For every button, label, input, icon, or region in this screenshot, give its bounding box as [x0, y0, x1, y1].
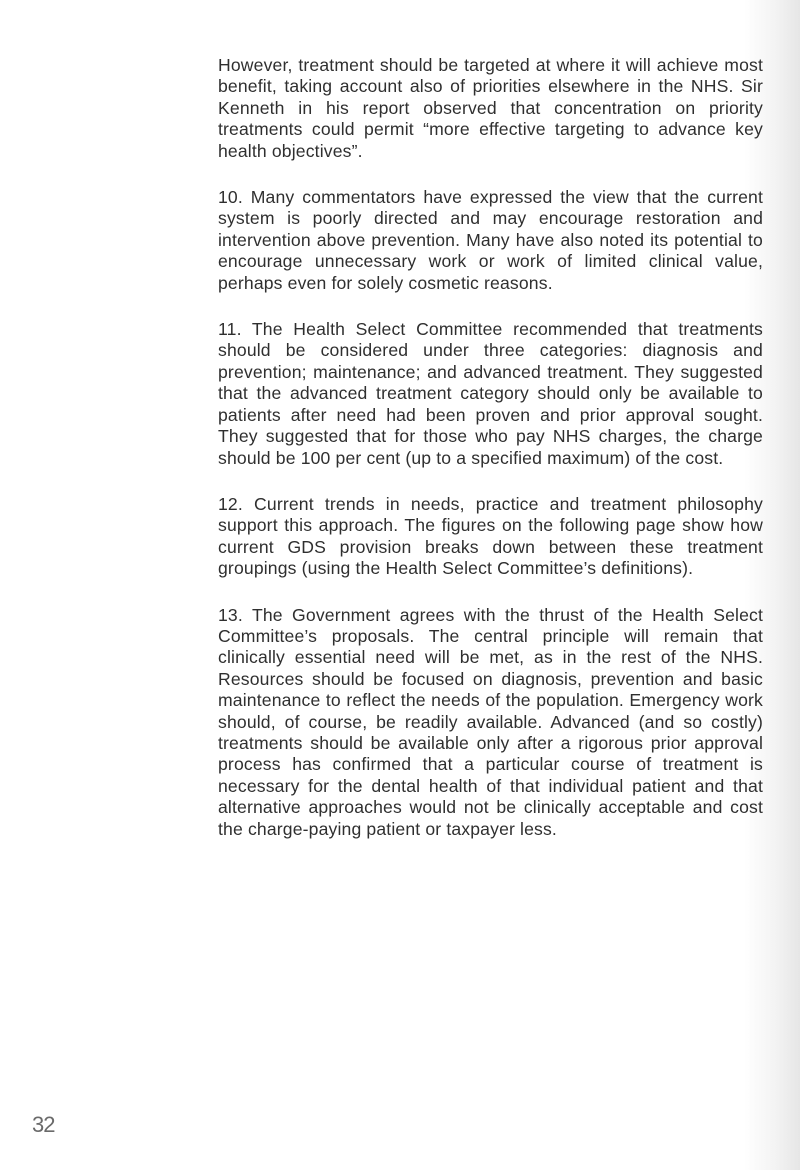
- paragraph-11: 11. The Health Select Committee recommended that treatments should be considered under three categories: diagnosis and prevention; maintenance; and advanced treatment. They suggested that the advanced treatment category should only be available to patients after need had been proven and prior approval sought. They suggested that for those who pay NHS charges, the charge should be 100 per cent (up to a specified maximum) of the cost.: [218, 319, 763, 468]
- paragraph-10: 10. Many commentators have expressed the view that the current system is poorly directed and may encourage restoration and intervention above prevention. Many have also noted its potential to encourage unnecessary work or work of limited clinical value, perhaps even for solely cosmetic reasons.: [218, 187, 763, 293]
- body-text: [218, 55, 763, 865]
- paragraph-intro: However, treatment should be targeted at where it will achieve most benefit, taking account also of priorities elsewhere in the NHS. Sir Kenneth in his report observed that concentration on priority treatments could permit “more effective targeting to advance key health objectives”.: [218, 55, 763, 161]
- page-number: 32: [32, 1112, 55, 1137]
- paragraph-12: 12. Current trends in needs, practice and treatment philosophy support this approach. The figures on the following page show how current GDS provision breaks down between these treatment groupings (using the Health Select Committee’s definitions).: [218, 493, 763, 579]
- paragraph-13: 13. The Government agrees with the thrust of the Health Select Committee’s proposals. The central principle will remain that clinically essential need will be met, as in the rest of the NHS. Resources should be focused on diagnosis, prevention and basic maintenance to reflect the needs of the population. Emergency work should, of course, be readily available. Advanced (and so costly) treatments should be available only after a rigorous prior approval process has confirmed that a particular course of treatment is necessary for the dental health of that individual patient and that alternative approaches would not be clinically acceptable and cost the charge-paying patient or taxpayer less.: [218, 604, 763, 839]
